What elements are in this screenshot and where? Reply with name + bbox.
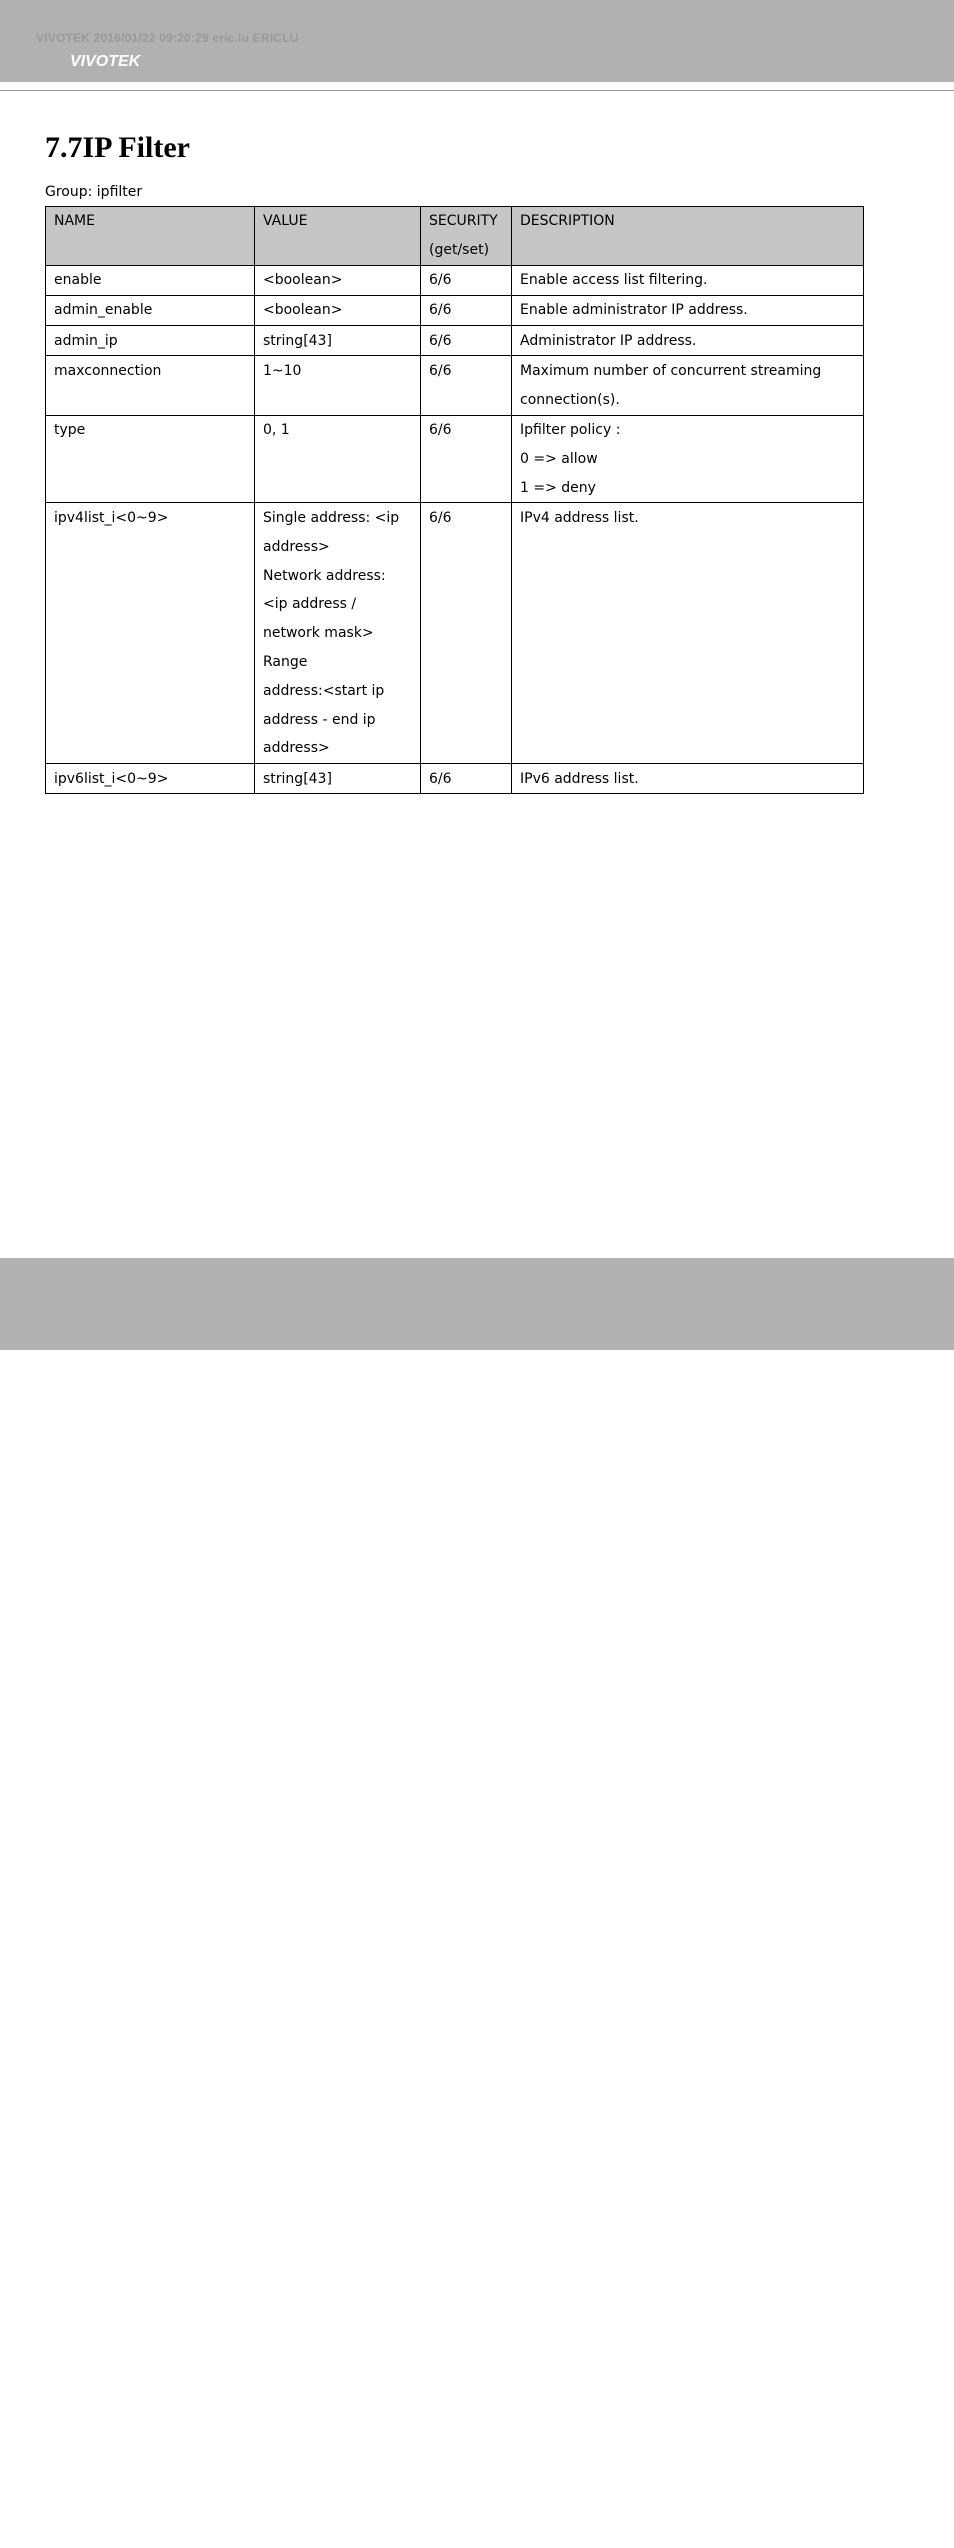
param-value	[255, 265, 421, 295]
param-value	[255, 764, 421, 794]
param-security: 6/6	[421, 415, 512, 503]
param-value-line: <boolean>	[263, 302, 343, 319]
param-security: 6/6	[421, 265, 512, 295]
table-row	[46, 326, 864, 356]
param-description-line: Ipfilter policy :	[520, 422, 621, 439]
table-row	[46, 503, 864, 764]
header-value: VALUE	[255, 207, 421, 266]
param-value-line: address>	[263, 740, 330, 757]
param-value-line: Range	[263, 653, 308, 670]
param-name: enable	[46, 265, 255, 295]
param-description-line: 0 => allow	[520, 450, 598, 467]
param-value-line: Network address:	[263, 567, 386, 584]
param-description	[512, 764, 864, 794]
param-security: 6/6	[421, 326, 512, 356]
param-value-line: network mask>	[263, 625, 374, 642]
header-band	[0, 0, 954, 82]
table-body	[46, 265, 864, 794]
param-description	[512, 295, 864, 325]
param-value-line: address>	[263, 538, 330, 555]
param-name: admin_ip	[46, 326, 255, 356]
param-description-line: Enable access list filtering.	[520, 272, 708, 289]
param-description-line: Enable administrator IP address.	[520, 302, 748, 319]
group-label: Group: ipfilter	[45, 184, 143, 200]
header-security-line: SECURITY	[429, 213, 498, 229]
table-header-row	[46, 207, 864, 266]
header-name: NAME	[46, 207, 255, 266]
param-description-line: Maximum number of concurrent streaming	[520, 362, 822, 379]
param-value-line: string[43]	[263, 770, 332, 787]
header-security-line: (get/set)	[429, 241, 490, 258]
header-divider	[0, 90, 954, 91]
param-value	[255, 326, 421, 356]
param-name: maxconnection	[46, 356, 255, 415]
table-row	[46, 295, 864, 325]
param-value-line: Single address: <ip	[263, 509, 400, 526]
param-value-line: 1~10	[263, 362, 302, 379]
param-security: 6/6	[421, 764, 512, 794]
param-value-line: <boolean>	[263, 272, 343, 289]
param-name: type	[46, 415, 255, 503]
parameter-table	[45, 206, 864, 794]
param-description-line: Administrator IP address.	[520, 332, 697, 349]
brand-logo-text: VIVOTEK	[70, 53, 141, 70]
param-value-line: <ip address /	[263, 596, 357, 613]
param-security: 6/6	[421, 295, 512, 325]
param-name: admin_enable	[46, 295, 255, 325]
param-value	[255, 356, 421, 415]
param-value-line: string[43]	[263, 332, 332, 349]
footer-band	[0, 1258, 954, 2548]
param-description-line: IPv6 address list.	[520, 770, 639, 787]
param-description	[512, 265, 864, 295]
table-row	[46, 265, 864, 295]
param-description-line: IPv4 address list.	[520, 509, 639, 526]
header-security	[421, 207, 512, 266]
param-value	[255, 295, 421, 325]
param-description-line: 1 => deny	[520, 479, 596, 496]
table-row	[46, 356, 864, 415]
page-footer: 182 - User's Manual	[69, 2532, 194, 2548]
section-title: 7.7IP Filter	[45, 131, 190, 164]
table-row	[46, 764, 864, 794]
param-value-line: 0, 1	[263, 422, 290, 439]
param-description	[512, 415, 864, 503]
param-description-line: connection(s).	[520, 391, 620, 408]
param-value-line: address:<start ip	[263, 682, 385, 699]
param-security: 6/6	[421, 503, 512, 764]
param-value	[255, 503, 421, 764]
param-security: 6/6	[421, 356, 512, 415]
watermark: VIVOTEK 2016/01/22 09:20:29 eric.lu ERICLU	[36, 31, 299, 45]
param-description	[512, 503, 864, 764]
param-name: ipv4list_i<0~9>	[46, 503, 255, 764]
param-value-line: address - end ip	[263, 711, 376, 728]
header-description: DESCRIPTION	[512, 207, 864, 266]
param-description	[512, 326, 864, 356]
table-row	[46, 415, 864, 503]
param-name: ipv6list_i<0~9>	[46, 764, 255, 794]
param-value	[255, 415, 421, 503]
param-description	[512, 356, 864, 415]
